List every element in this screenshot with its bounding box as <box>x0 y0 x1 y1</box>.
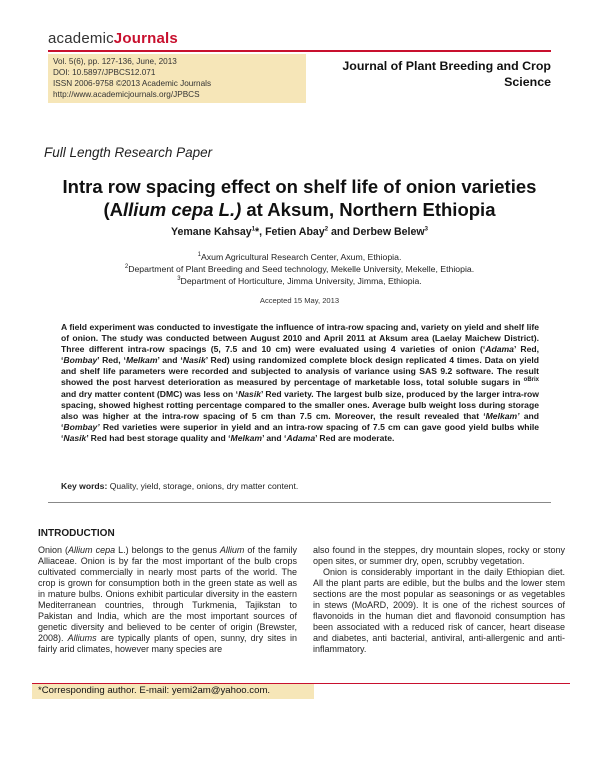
introduction-paragraph: Onion is considerably important in the daily Ethiopian diet. All the plant parts are edible, but the bulbs and the lower stem sections are the most popular as seasonings or as vegetables in stews (MoARD, 2009). It is one of the richest sources of flavonoids in the human diet and flavonoid consumption has been associated with a reduced risk of cancer, heart disease and diabetes, anti bacterial, antiviral, anti-allergenic and anti-inflammatory. <box>313 567 565 654</box>
paper-type: Full Length Research Paper <box>44 145 213 160</box>
introduction-paragraph: also found in the steppes, dry mountain slopes, rocky or stony open sites, or summer dry, open, scrubby vegetation. <box>313 545 565 566</box>
journal-title <box>318 58 551 90</box>
affiliation-1 <box>48 252 551 262</box>
keywords <box>61 481 539 491</box>
affiliation-text: Department of Horticulture, Jimma University, Jimma, Ethiopia. <box>180 276 422 286</box>
header-rule <box>48 50 551 52</box>
affiliation-text: Axum Agricultural Research Center, Axum, Ethiopia. <box>200 252 402 262</box>
affiliation-2 <box>48 264 551 274</box>
corresponding-author-footnote: *Corresponding author. E-mail: yemi2am@yahoo.com. <box>32 684 314 699</box>
affiliation-text: Department of Plant Breeding and Seed technology, Mekelle University, Mekelle, Ethiopia. <box>128 264 475 274</box>
keywords-label: Key words: <box>61 481 108 491</box>
introduction-left-column <box>38 545 297 655</box>
logo-journals: Journals <box>113 30 178 47</box>
author-1-affil: 1 <box>251 226 256 233</box>
meta-url[interactable]: http://www.academicjournals.org/JPBCS <box>53 90 200 99</box>
journal-title-line2: Science <box>504 75 551 89</box>
author-2: Fetien Abay <box>265 226 325 238</box>
author-sep: , <box>259 226 266 238</box>
keywords-text: Quality, yield, storage, onions, dry matter content. <box>107 481 299 491</box>
author-3-affil: 3 <box>424 226 428 233</box>
accepted-date: Accepted 15 May, 2013 <box>259 296 340 305</box>
title-species: llium cepa L.) <box>123 199 242 220</box>
meta-volume: Vol. 5(6), pp. 127-136, June, 2013 <box>53 57 177 66</box>
meta-issn: ISSN 2006-9758 ©2013 Academic Journals <box>53 79 212 88</box>
author-sep: and <box>328 226 353 238</box>
section-divider <box>48 502 551 503</box>
affiliation-num: 1 <box>197 252 201 259</box>
paper-title <box>48 175 551 221</box>
publisher-logo <box>48 30 178 47</box>
introduction-right-column <box>313 545 565 655</box>
introduction-paragraph: Onion (Allium cepa L.) belongs to the genus Allium of the family Alliaceae. Onion is by far the most important of the bulb crops cultivated commercially in nearly most parts of the world. The crop is grown for consumption both in the green state as well as in mature bulbs. Onions exhibit particular diversity in the eastern Mediterranean countries, through Turkmenia, Tajikstan to Pakistan and India, which are the most important sources of genetic diversity and believed to be center of origin (Brewster, 2008). Alliums are typically plants of open, sunny, dry sites in fairly arid climates, however many species are <box>38 545 297 654</box>
meta-doi: DOI: 10.5897/JPBCS12.071 <box>53 68 156 77</box>
section-heading-introduction: INTRODUCTION <box>38 528 115 539</box>
title-part: at Aksum, Northern Ethiopia <box>241 199 496 220</box>
title-line2 <box>48 198 551 221</box>
abstract: A field experiment was conducted to investigate the influence of intra-row spacing and, variety on yield and shelf life of onion. The study was conducted between August 2010 and April 2011 at Aksum area (Laelay Maichew District). Three different intra-row spacings (5, 7.5 and 10 cm) were evaluated using 4 varieties of onion (‘Adama’ Red, ‘Bombay’ Red, ‘Melkam’ and ‘Nasik’ Red) using randomized complete block design replicated 4 times. Data on yield and shelf life parameters were recorded and subjected to analysis of variance using SAS 9.2 software. The result showed the post harvest deterioration as measured by percentage of marketable loss, total soluble sugars in $^{oBrix}$ and dry matter content (DMC) was less on ‘Nasik’ Red variety. The largest bulb size, produced by the larger intra-row spacing, showed highest rotting percentage compared to the smaller ones. Average bulb weight loss during storage also was higher at the intra-row spacing of 5 cm than 7.5 cm. Moreover, the result revealed that ‘Melkam’ and ‘Bombay’ Red varieties were superior in yield and an intra-row spacing of 7.5 cm can gave good yield bulbs while ‘Nasik’ Red had best storage quality and ‘Melkam’ and ‘Adama’ Red are moderate. <box>61 322 540 443</box>
title-part: (A <box>103 199 124 220</box>
affiliation-num: 2 <box>124 264 129 271</box>
affiliation-num: 3 <box>177 276 181 283</box>
author-list <box>48 226 551 238</box>
affiliation-3 <box>48 276 551 286</box>
author-1: Yemane Kahsay <box>171 226 252 238</box>
author-2-affil: 2 <box>324 226 329 233</box>
journal-title-line1: Journal of Plant Breeding and Crop <box>342 59 551 73</box>
author-3: Derbew Belew <box>352 226 425 238</box>
publication-meta <box>48 54 306 103</box>
corresponding-mark: * <box>255 226 260 238</box>
logo-academic: academic <box>48 30 114 47</box>
title-line1: Intra row spacing effect on shelf life of onion varieties <box>62 176 537 197</box>
